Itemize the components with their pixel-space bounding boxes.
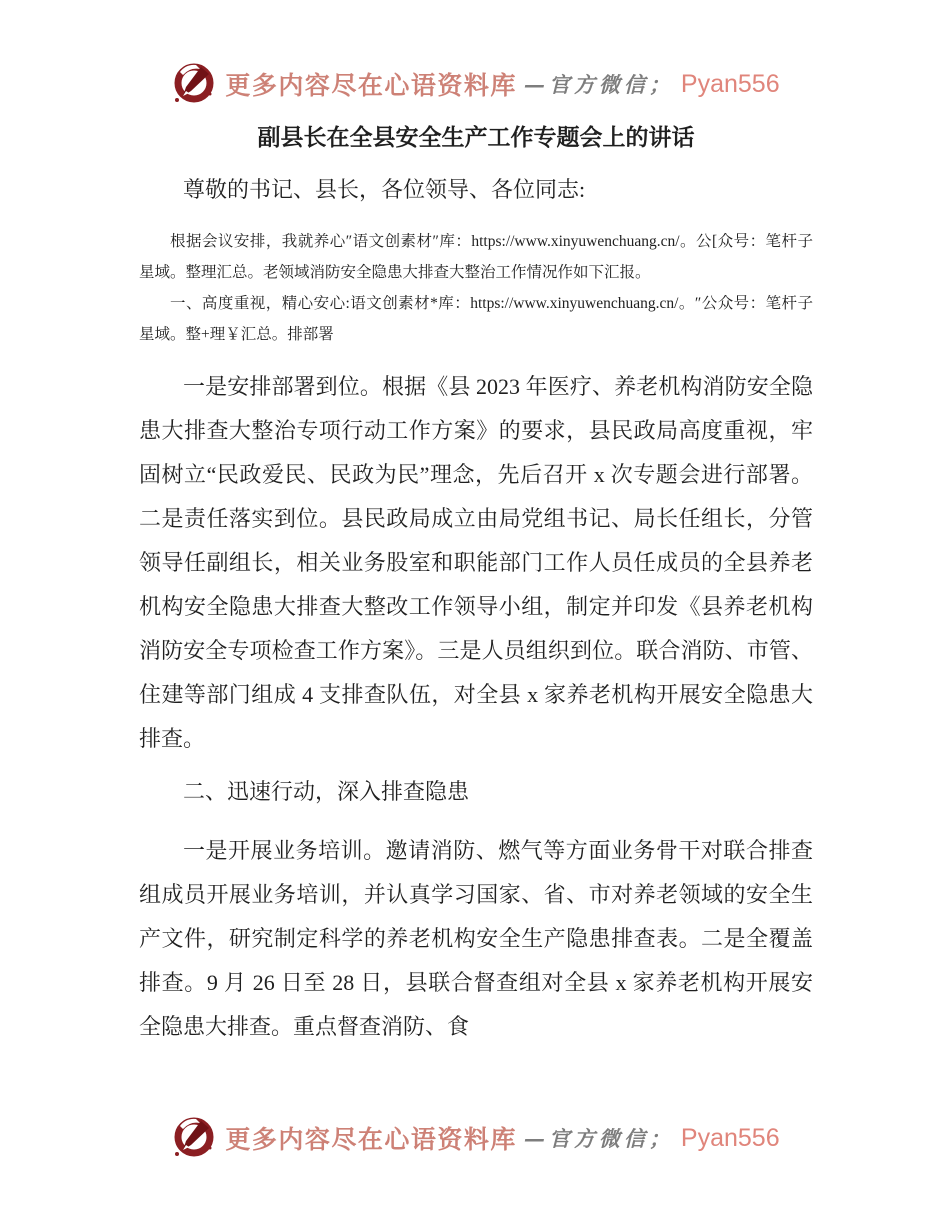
header-watermark xyxy=(0,60,950,108)
watermark-wechat-label: —官方微信； xyxy=(523,72,674,97)
body-paragraph-2: 一是开展业务培训。邀请消防、燃气等方面业务骨干对联合排查组成员开展业务培训，并认真学习国家、省、市对养老领域的安全生产文件，研究制定科学的养老机构安全生产隐患排查表。二是全覆盖排查。9 月 26 日至 28 日，县联合督查组对全县 x 家养老机构开展安全隐患大排查。重点督查消防、食 xyxy=(139,838,813,1039)
watermark-brand-text: 更多内容尽在心语资料库 xyxy=(225,73,517,100)
watermark-wechat-id: Pyan556 xyxy=(680,69,780,98)
watermark-wechat-id: Pyan556 xyxy=(680,1123,780,1152)
notice-paragraph-2: 一、高度重视，精心安心:语文创素材*库：https://www.xinyuwenchuang.cn/。″公众号：笔杆子星域。整+理￥汇总。排部署 xyxy=(139,295,813,343)
watermark-brand-text: 更多内容尽在心语资料库 xyxy=(225,1127,517,1154)
watermark-wechat-label: —官方微信； xyxy=(523,1126,674,1151)
footer-watermark xyxy=(0,1114,950,1162)
pen-swirl-logo-icon xyxy=(170,60,218,108)
pen-swirl-logo-icon xyxy=(170,1114,218,1162)
document-title: 副县长在全县安全生产工作专题会上的讲话 xyxy=(257,125,695,150)
notice-paragraph-1: 根据会议安排，我就养心″语文创素材″库：https://www.xinyuwenchuang.cn/。公[众号：笔杆子星域。整理汇总。老领域消防安全隐患大排查大整治工作情况作如下汇报。 xyxy=(139,233,813,281)
body-paragraph-1: 一是安排部署到位。根据《县 2023 年医疗、养老机构消防安全隐患大排查大整治专项行动工作方案》的要求，县民政局高度重视，牢固树立“民政爱民、民政为民”理念，先后召开 x 次专题会进行部署。二是责任落实到位。县民政局成立由局党组书记、局长任组长，分管领导任副组长，相关业务股室和职能部门工作人员任成员的全县养老机构安全隐患大排查大整改工作领导小组，制定并印发《县养老机构消防安全专项检查工作方案》。三是人员组织到位。联合消防、市管、住建等部门组成 4 支排查队伍，对全县 x 家养老机构开展安全隐患大排查。 xyxy=(139,374,813,751)
section-heading-2: 二、迅速行动，深入排查隐患 xyxy=(183,779,470,804)
document-content xyxy=(139,122,813,1049)
greeting-line: 尊敬的书记、县长，各位领导、各位同志: xyxy=(183,177,586,202)
